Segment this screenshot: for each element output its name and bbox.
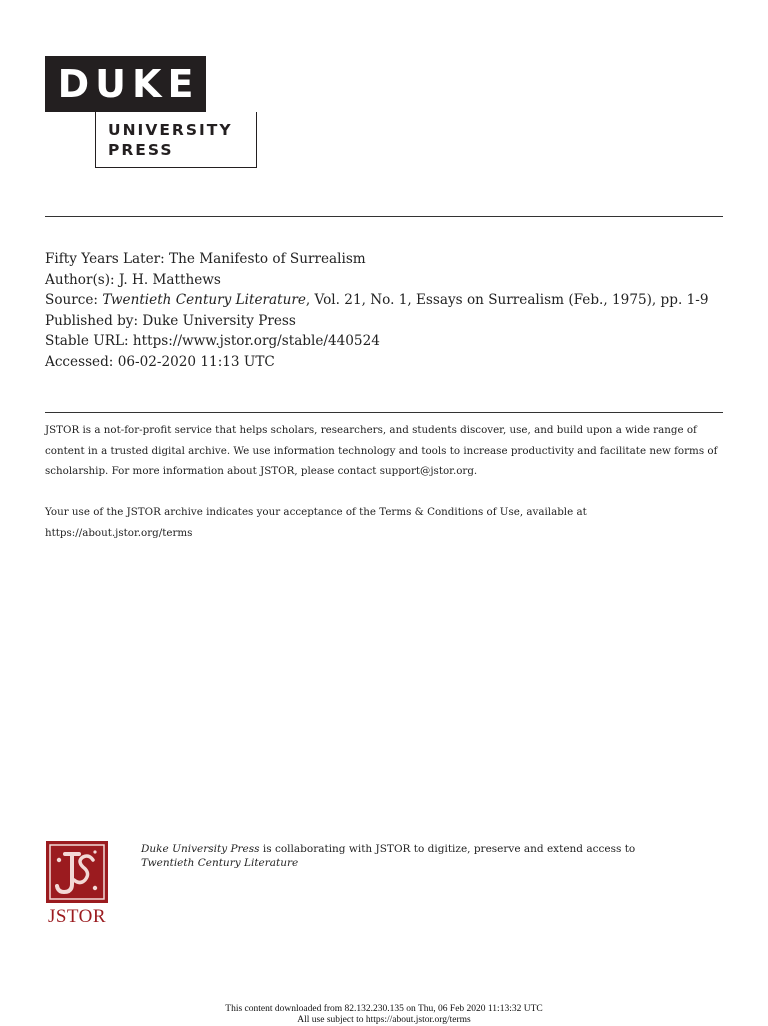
authors-label: Author(s): [45, 271, 115, 288]
accessed-label: Accessed: [45, 353, 114, 370]
article-title: Fifty Years Later: The Manifesto of Surrealism [45, 251, 366, 267]
jstor-logo [45, 840, 109, 930]
footer-terms-line: All use subject to https://about.jstor.org/terms [297, 1015, 471, 1025]
accessed-value: 06-02-2020 11:13 UTC [117, 353, 275, 370]
download-footer [0, 1004, 768, 1026]
footer-download-line: This content downloaded from 82.132.230.135 on Thu, 06 Feb 2020 11:13:32 UTC [225, 1004, 543, 1014]
authors-value: J. H. Matthews [118, 271, 221, 288]
middle-divider [45, 412, 723, 413]
logo-university-word: UNIVERSITY [108, 121, 233, 139]
logo-duke-word: DUKE [45, 56, 206, 112]
collab-journal: Twentieth Century Literature [141, 856, 299, 869]
top-divider [45, 216, 723, 217]
accessed-line [45, 352, 725, 373]
authors-line [45, 270, 725, 291]
publisher-value: Duke University Press [142, 312, 296, 329]
collab-publisher: Duke University Press [141, 843, 260, 855]
source-details: , Vol. 21, No. 1, Essays on Surrealism (Feb., 1975), pp. 1-9 [305, 292, 709, 308]
duke-university-press-logo [45, 56, 257, 168]
stable-url-link[interactable]: https://www.jstor.org/stable/440524 [132, 333, 380, 349]
jstor-wordmark: JSTOR [47, 906, 107, 927]
logo-press-word: PRESS [108, 141, 174, 159]
collab-text: is collaborating with JSTOR to digitize, preserve and extend access to [259, 843, 636, 855]
citation-block [45, 249, 725, 372]
source-journal: Twentieth Century Literature [102, 292, 306, 308]
stable-url-label: Stable URL: [45, 333, 129, 349]
source-label: Source: [45, 292, 98, 308]
jstor-notice [45, 420, 725, 543]
publisher-line [45, 311, 725, 332]
terms-paragraph [45, 502, 725, 543]
stable-url-line [45, 331, 725, 352]
jstor-emblem-icon [45, 840, 109, 904]
terms-link[interactable]: https://about.jstor.org/terms [45, 526, 193, 539]
terms-text: Your use of the JSTOR archive indicates your acceptance of the Terms & Conditions of Use, available at [45, 506, 587, 518]
logo-subtitle-box [95, 112, 257, 168]
source-line [45, 290, 725, 311]
collaboration-note [141, 843, 741, 870]
about-jstor-paragraph: JSTOR is a not-for-profit service that helps scholars, researchers, and students discover, use, and build upon a wide range of content in a trusted digital archive. We use information technology and tools to increase productivity and facilitate new forms of scholarship. For more information about JSTOR, please contact support@jstor.org. [45, 424, 718, 477]
publisher-label: Published by: [45, 312, 139, 329]
